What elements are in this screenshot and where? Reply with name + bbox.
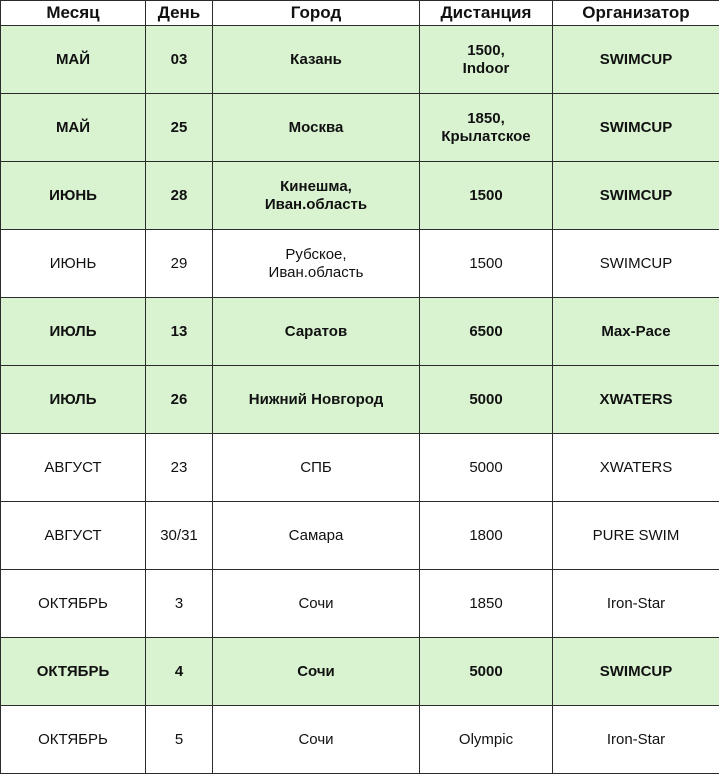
month-cell-text: ИЮЛЬ (50, 323, 97, 341)
distance-cell-text: 1800 (469, 527, 502, 545)
organizer-cell (553, 706, 719, 774)
organizer-cell (553, 502, 719, 570)
header-organizer: Организатор (553, 1, 719, 26)
month-cell-text: ОКТЯБРЬ (38, 595, 108, 613)
day-cell-text: 3 (175, 595, 183, 613)
distance-cell-text: 5000 (469, 391, 502, 409)
distance-cell (420, 230, 553, 298)
organizer-cell (553, 94, 719, 162)
month-cell (1, 162, 146, 230)
distance-cell-text: 5000 (469, 459, 502, 477)
organizer-cell (553, 230, 719, 298)
city-cell (213, 638, 420, 706)
city-cell (213, 298, 420, 366)
city-cell-text: Москва (289, 119, 344, 137)
month-cell (1, 298, 146, 366)
city-cell (213, 706, 420, 774)
header-row (1, 1, 719, 26)
day-cell-text: 13 (171, 323, 188, 341)
city-cell (213, 230, 420, 298)
day-cell-text: 28 (171, 187, 188, 205)
month-cell (1, 230, 146, 298)
day-cell (146, 706, 213, 774)
month-cell-text: ИЮЛЬ (50, 391, 97, 409)
table-row (1, 570, 719, 638)
distance-cell-text: 1850, Крылатское (441, 110, 530, 146)
city-cell-text: Рубское, Иван.область (269, 246, 364, 282)
header-city: Город (213, 1, 420, 26)
table-body (1, 26, 719, 774)
day-cell (146, 502, 213, 570)
distance-cell (420, 706, 553, 774)
day-cell-text: 25 (171, 119, 188, 137)
organizer-cell-text: SWIMCUP (600, 663, 673, 681)
table-row (1, 638, 719, 706)
month-cell (1, 94, 146, 162)
distance-cell-text: Olympic (459, 731, 513, 749)
city-cell-text: Самара (289, 527, 344, 545)
city-cell (213, 434, 420, 502)
city-cell-text: СПБ (300, 459, 331, 477)
month-cell-text: МАЙ (56, 119, 90, 137)
distance-cell-text: 1500, Indoor (463, 42, 510, 78)
distance-cell (420, 94, 553, 162)
organizer-cell (553, 638, 719, 706)
organizer-cell (553, 162, 719, 230)
month-cell-text: ИЮНЬ (49, 187, 97, 205)
organizer-cell (553, 434, 719, 502)
organizer-cell (553, 26, 719, 94)
organizer-cell (553, 570, 719, 638)
table-row (1, 26, 719, 94)
day-cell (146, 26, 213, 94)
day-cell-text: 26 (171, 391, 188, 409)
city-cell-text: Саратов (285, 323, 347, 341)
distance-cell (420, 502, 553, 570)
organizer-cell (553, 366, 719, 434)
table-row (1, 366, 719, 434)
month-cell-text: ИЮНЬ (50, 255, 97, 273)
month-cell-text: ОКТЯБРЬ (38, 731, 108, 749)
table-row (1, 502, 719, 570)
day-cell-text: 5 (175, 731, 183, 749)
day-cell (146, 434, 213, 502)
month-cell (1, 638, 146, 706)
day-cell-text: 23 (171, 459, 188, 477)
month-cell (1, 502, 146, 570)
month-cell (1, 570, 146, 638)
organizer-cell-text: Iron-Star (607, 731, 665, 749)
day-cell-text: 03 (171, 51, 188, 69)
header-month: Месяц (1, 1, 146, 26)
city-cell-text: Сочи (298, 595, 333, 613)
city-cell (213, 366, 420, 434)
month-cell (1, 706, 146, 774)
distance-cell-text: 1850 (469, 595, 502, 613)
day-cell-text: 29 (171, 255, 188, 273)
distance-cell (420, 570, 553, 638)
distance-cell (420, 434, 553, 502)
month-cell (1, 26, 146, 94)
table-row (1, 298, 719, 366)
table-header (1, 1, 719, 26)
day-cell (146, 230, 213, 298)
city-cell-text: Казань (290, 51, 342, 69)
organizer-cell (553, 298, 719, 366)
distance-cell-text: 1500 (469, 255, 502, 273)
city-cell-text: Кинешма, Иван.область (265, 178, 367, 214)
day-cell (146, 298, 213, 366)
city-cell-text: Сочи (298, 731, 333, 749)
city-cell (213, 570, 420, 638)
organizer-cell-text: XWATERS (599, 391, 672, 409)
city-cell (213, 94, 420, 162)
organizer-cell-text: Iron-Star (607, 595, 665, 613)
distance-cell (420, 298, 553, 366)
day-cell (146, 570, 213, 638)
table-row (1, 162, 719, 230)
city-cell-text: Нижний Новгород (249, 391, 383, 409)
month-cell-text: МАЙ (56, 51, 90, 69)
month-cell-text: ОКТЯБРЬ (37, 663, 110, 681)
organizer-cell-text: Max-Pace (601, 323, 670, 341)
organizer-cell-text: SWIMCUP (600, 255, 673, 273)
city-cell (213, 162, 420, 230)
organizer-cell-text: SWIMCUP (600, 51, 673, 69)
month-cell-text: АВГУСТ (44, 459, 101, 477)
distance-cell-text: 1500 (469, 187, 502, 205)
month-cell (1, 366, 146, 434)
header-day: День (146, 1, 213, 26)
day-cell-text: 4 (175, 663, 183, 681)
distance-cell-text: 6500 (469, 323, 502, 341)
table-row (1, 706, 719, 774)
distance-cell (420, 366, 553, 434)
table-row (1, 434, 719, 502)
organizer-cell-text: SWIMCUP (600, 119, 673, 137)
distance-cell-text: 5000 (469, 663, 502, 681)
organizer-cell-text: SWIMCUP (600, 187, 673, 205)
header-distance: Дистанция (420, 1, 553, 26)
city-cell (213, 502, 420, 570)
organizer-cell-text: PURE SWIM (593, 527, 680, 545)
month-cell-text: АВГУСТ (44, 527, 101, 545)
distance-cell (420, 26, 553, 94)
day-cell (146, 366, 213, 434)
month-cell (1, 434, 146, 502)
city-cell-text: Сочи (297, 663, 335, 681)
table-row (1, 230, 719, 298)
day-cell (146, 638, 213, 706)
city-cell (213, 26, 420, 94)
organizer-cell-text: XWATERS (600, 459, 673, 477)
day-cell (146, 162, 213, 230)
distance-cell (420, 638, 553, 706)
table-row (1, 94, 719, 162)
day-cell-text: 30/31 (160, 527, 198, 545)
day-cell (146, 94, 213, 162)
distance-cell (420, 162, 553, 230)
